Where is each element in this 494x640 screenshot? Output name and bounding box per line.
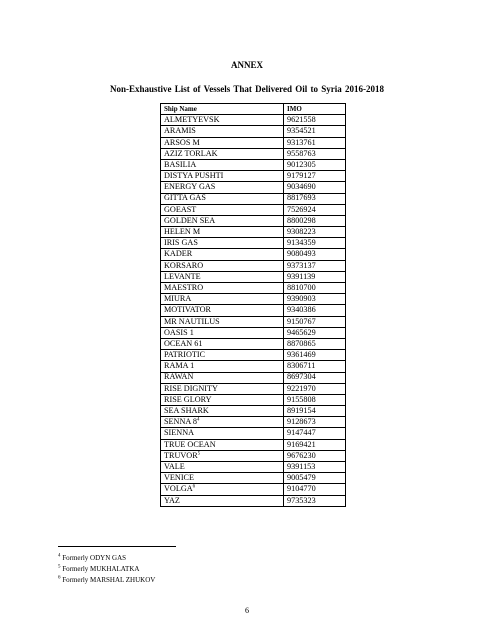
imo-cell: 8697304 xyxy=(284,372,346,383)
ship-name-cell xyxy=(161,215,284,226)
ship-name-cell xyxy=(161,260,284,271)
ship-name: TRUVOR xyxy=(164,450,198,460)
ship-name-cell xyxy=(161,227,284,238)
imo-cell: 9313761 xyxy=(284,137,346,148)
ship-name: LEVANTE xyxy=(164,271,201,281)
ship-name: ALMETYEVSK xyxy=(164,115,220,125)
ship-name: AZIZ TORLAK xyxy=(164,148,218,158)
ship-name: ENERGY GAS xyxy=(164,182,216,192)
page-number: 6 xyxy=(245,606,249,615)
imo-cell: 9005479 xyxy=(284,473,346,484)
imo-cell: 9390903 xyxy=(284,294,346,305)
imo-cell: 9465629 xyxy=(284,327,346,338)
footnote xyxy=(58,553,155,564)
ship-name-cell xyxy=(161,495,284,506)
imo-cell: 7526924 xyxy=(284,204,346,215)
ship-name-cell xyxy=(161,204,284,215)
footnote-divider xyxy=(58,546,176,547)
imo-cell: 9034690 xyxy=(284,182,346,193)
footnote-number: 4 xyxy=(58,553,61,559)
imo-cell: 9134359 xyxy=(284,238,346,249)
ship-name: KORSARO xyxy=(164,260,204,270)
ship-name-cell xyxy=(161,338,284,349)
table-row xyxy=(161,473,346,484)
vessel-table-body xyxy=(161,115,346,507)
ship-name: PATRIOTIC xyxy=(164,350,206,360)
ship-name-column-header: Ship Name xyxy=(161,104,284,115)
ship-name-cell xyxy=(161,249,284,260)
ship-name-cell xyxy=(161,462,284,473)
ship-name: HELEN M xyxy=(164,227,201,237)
ship-name-cell xyxy=(161,126,284,137)
ship-name: VALE xyxy=(164,461,185,471)
ship-name: TRUE OCEAN xyxy=(164,439,216,449)
imo-cell: 8306711 xyxy=(284,361,346,372)
imo-cell: 9080493 xyxy=(284,249,346,260)
ship-name-cell xyxy=(161,450,284,461)
table-row xyxy=(161,305,346,316)
imo-cell: 9150767 xyxy=(284,316,346,327)
ship-name-cell xyxy=(161,428,284,439)
table-row xyxy=(161,126,346,137)
table-row xyxy=(161,294,346,305)
ship-name-cell xyxy=(161,115,284,126)
imo-cell: 9221970 xyxy=(284,383,346,394)
ship-name-cell xyxy=(161,484,284,495)
table-row xyxy=(161,350,346,361)
table-row xyxy=(161,450,346,461)
ship-name: KADER xyxy=(164,249,193,259)
ship-name-cell xyxy=(161,417,284,428)
table-row xyxy=(161,148,346,159)
ship-name: YAZ xyxy=(164,495,180,505)
ship-name-cell xyxy=(161,159,284,170)
ship-name: SIENNA xyxy=(164,428,195,438)
ship-name: SEA SHARK xyxy=(164,406,209,416)
footnote-number: 6 xyxy=(58,575,61,581)
imo-cell: 9012305 xyxy=(284,159,346,170)
ship-name-cell xyxy=(161,271,284,282)
ship-name: OASIS 1 xyxy=(164,327,194,337)
imo-cell: 8919154 xyxy=(284,406,346,417)
annex-heading: ANNEX xyxy=(230,60,263,70)
ship-name: GOLDEN SEA xyxy=(164,215,216,225)
table-row xyxy=(161,159,346,170)
table-row xyxy=(161,182,346,193)
table-row xyxy=(161,260,346,271)
table-row xyxy=(161,338,346,349)
table-row xyxy=(161,327,346,338)
ship-name-cell xyxy=(161,182,284,193)
table-row xyxy=(161,115,346,126)
table-row xyxy=(161,439,346,450)
ship-name-cell xyxy=(161,238,284,249)
imo-cell: 9621558 xyxy=(284,115,346,126)
imo-cell: 9391139 xyxy=(284,271,346,282)
table-row xyxy=(161,462,346,473)
imo-cell: 9128673 xyxy=(284,417,346,428)
imo-cell: 8817693 xyxy=(284,193,346,204)
table-header-row xyxy=(161,104,346,115)
ship-name: GITTA GAS xyxy=(164,193,206,203)
imo-cell: 8800298 xyxy=(284,215,346,226)
ship-name: MIURA xyxy=(164,294,192,304)
ship-name-cell xyxy=(161,327,284,338)
imo-cell: 9354521 xyxy=(284,126,346,137)
ship-name: SENNA 8 xyxy=(164,417,197,427)
footnote xyxy=(58,575,155,586)
ship-name: RAMA 1 xyxy=(164,361,195,371)
table-row xyxy=(161,484,346,495)
footnote-number: 5 xyxy=(58,564,61,570)
table-row xyxy=(161,249,346,260)
ship-name-cell xyxy=(161,137,284,148)
ship-name: MAESTRO xyxy=(164,282,204,292)
ship-name: MR NAUTILUS xyxy=(164,316,220,326)
ship-name-cell xyxy=(161,383,284,394)
ship-name-cell xyxy=(161,439,284,450)
table-row xyxy=(161,383,346,394)
ship-name-cell xyxy=(161,148,284,159)
footnote-text: Formerly MUKHALATKA xyxy=(60,565,140,573)
ship-name-cell xyxy=(161,305,284,316)
ship-name-cell xyxy=(161,193,284,204)
ship-name-cell xyxy=(161,294,284,305)
table-row xyxy=(161,406,346,417)
ship-name-cell xyxy=(161,361,284,372)
footnote-marker: 5 xyxy=(197,451,201,457)
ship-name-cell xyxy=(161,473,284,484)
ship-name-cell xyxy=(161,171,284,182)
ship-name: DISTYA PUSHTI xyxy=(164,171,224,181)
ship-name-cell xyxy=(161,350,284,361)
imo-cell: 8870865 xyxy=(284,338,346,349)
table-row xyxy=(161,271,346,282)
imo-cell: 9308223 xyxy=(284,227,346,238)
footnotes xyxy=(58,553,155,586)
imo-cell: 9735323 xyxy=(284,495,346,506)
table-row xyxy=(161,238,346,249)
ship-name: IRIS GAS xyxy=(164,238,198,248)
ship-name: RISE DIGNITY xyxy=(164,383,218,393)
imo-cell: 9179127 xyxy=(284,171,346,182)
footnote-marker: 6 xyxy=(192,484,196,490)
footnote-text: Formerly MARSHAL ZHUKOV xyxy=(60,576,156,584)
table-row xyxy=(161,227,346,238)
imo-cell: 9373137 xyxy=(284,260,346,271)
vessel-table xyxy=(160,103,346,507)
ship-name: GOEAST xyxy=(164,204,197,214)
table-row xyxy=(161,171,346,182)
imo-cell: 9155808 xyxy=(284,394,346,405)
imo-cell: 9104770 xyxy=(284,484,346,495)
imo-cell: 9391153 xyxy=(284,462,346,473)
ship-name-cell xyxy=(161,406,284,417)
document-subheading: Non-Exhaustive List of Vessels That Delivered Oil to Syria 2016-2018 xyxy=(110,84,384,94)
ship-name: VENICE xyxy=(164,473,195,483)
footnote xyxy=(58,564,155,575)
ship-name: MOTIVATOR xyxy=(164,305,212,315)
ship-name-cell xyxy=(161,283,284,294)
ship-name: ARSOS M xyxy=(164,137,200,147)
footnote-text: Formerly ODYN GAS xyxy=(60,554,127,562)
table-row xyxy=(161,417,346,428)
imo-column-header: IMO xyxy=(284,104,346,115)
ship-name: OCEAN 61 xyxy=(164,338,203,348)
table-row xyxy=(161,193,346,204)
table-row xyxy=(161,316,346,327)
table-row xyxy=(161,361,346,372)
footnote-marker: 4 xyxy=(196,417,200,423)
imo-cell: 9676230 xyxy=(284,450,346,461)
table-row xyxy=(161,372,346,383)
table-row xyxy=(161,495,346,506)
imo-cell: 9169421 xyxy=(284,439,346,450)
imo-cell: 8810700 xyxy=(284,283,346,294)
ship-name-cell xyxy=(161,394,284,405)
imo-cell: 9558763 xyxy=(284,148,346,159)
ship-name-cell xyxy=(161,372,284,383)
table-row xyxy=(161,283,346,294)
table-row xyxy=(161,428,346,439)
ship-name: RAWAN xyxy=(164,372,194,382)
imo-cell: 9340386 xyxy=(284,305,346,316)
imo-cell: 9147447 xyxy=(284,428,346,439)
table-row xyxy=(161,215,346,226)
ship-name: VOLGA xyxy=(164,484,193,494)
table-row xyxy=(161,204,346,215)
ship-name: ARAMIS xyxy=(164,126,196,136)
ship-name: RISE GLORY xyxy=(164,394,212,404)
imo-cell: 9361469 xyxy=(284,350,346,361)
table-row xyxy=(161,394,346,405)
table-row xyxy=(161,137,346,148)
ship-name: BASILIA xyxy=(164,159,197,169)
ship-name-cell xyxy=(161,316,284,327)
